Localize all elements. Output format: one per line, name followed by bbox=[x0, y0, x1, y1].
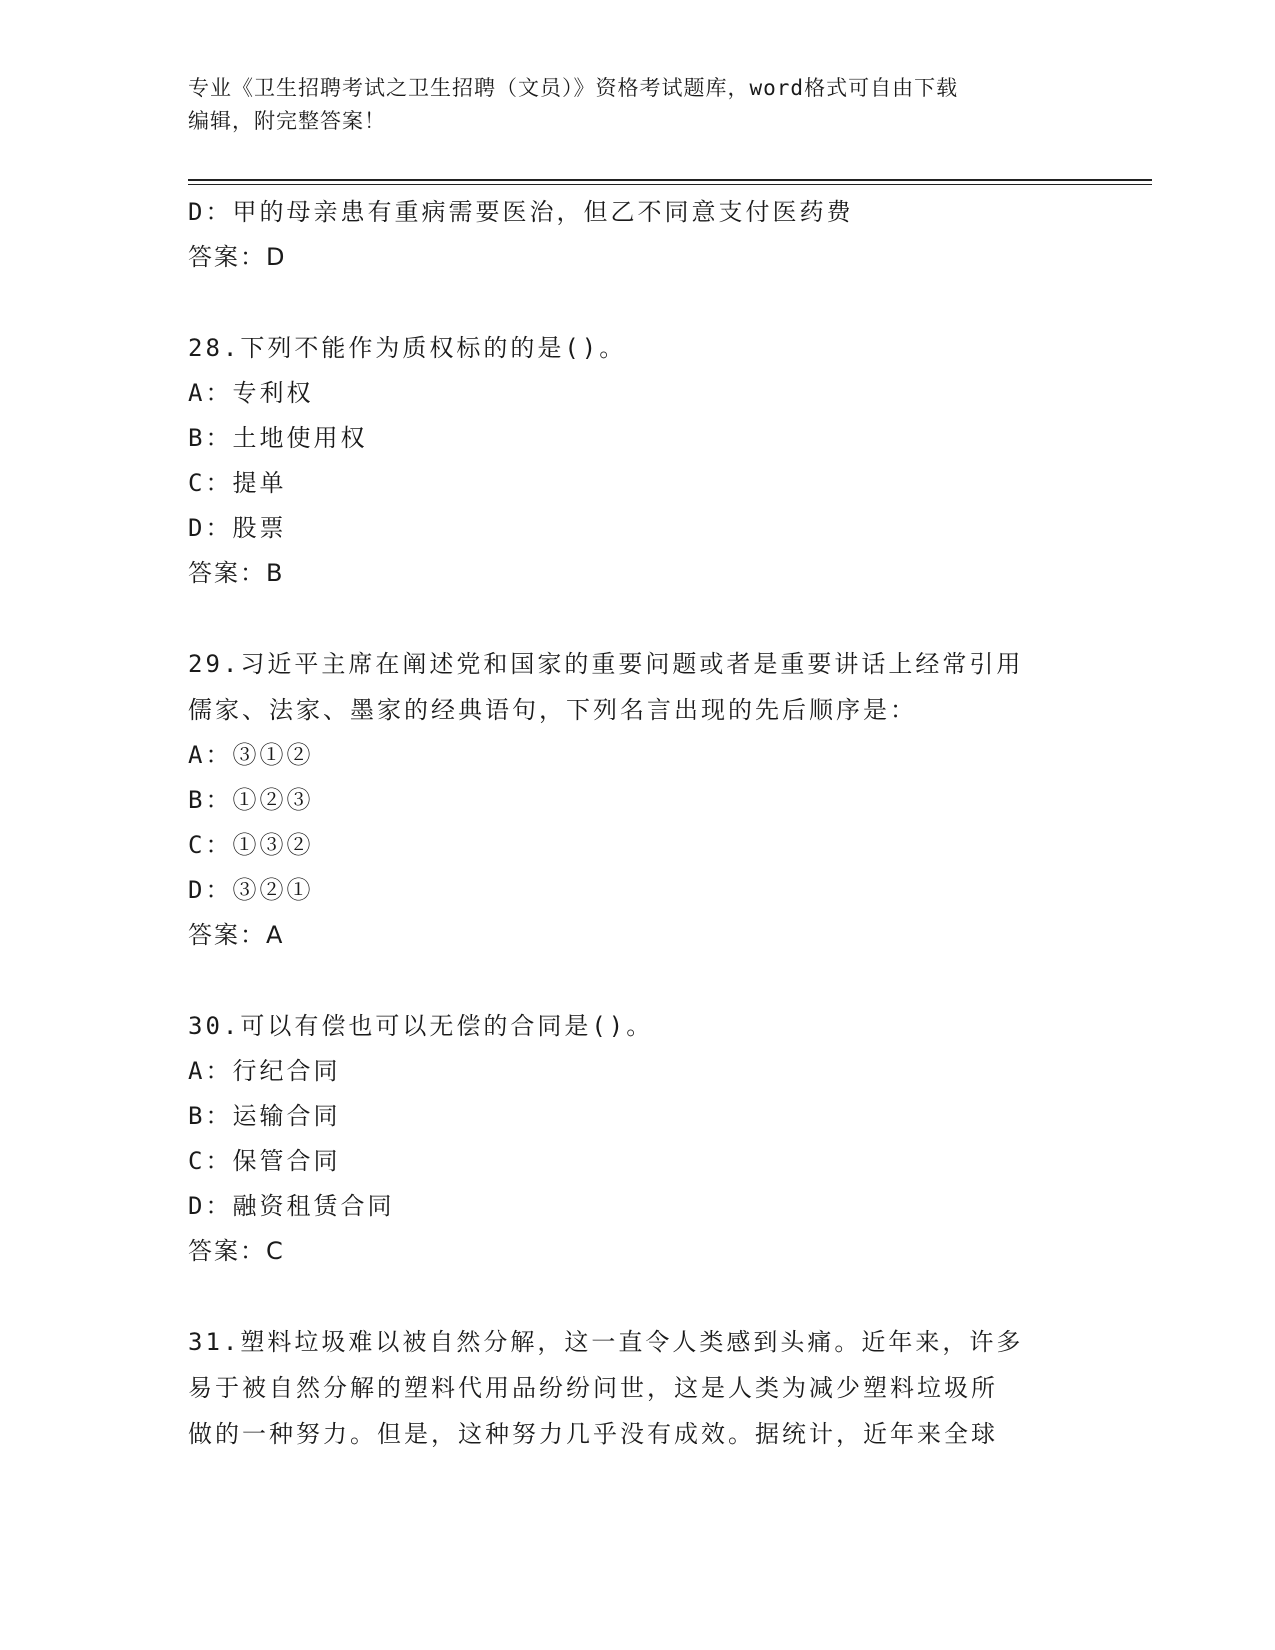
option-b: B：土地使用权 bbox=[188, 424, 368, 452]
option-a: A：行纪合同 bbox=[188, 1057, 341, 1085]
question-30 bbox=[188, 1003, 1088, 1274]
question-text-line-1: 29.习近平主席在阐述党和国家的重要问题或者是重要讲话上经常引用 bbox=[188, 650, 1024, 678]
page-header bbox=[188, 72, 1088, 138]
carryover-question bbox=[188, 190, 1088, 280]
header-line-2: 编辑，附完整答案！ bbox=[188, 109, 386, 133]
question-text: 28.下列不能作为质权标的的是()。 bbox=[188, 334, 627, 362]
question-text-line-2: 儒家、法家、墨家的经典语句，下列名言出现的先后顺序是： bbox=[188, 696, 917, 724]
question-text-line-1: 31.塑料垃圾难以被自然分解，这一直令人类感到头痛。近年来，许多 bbox=[188, 1328, 1024, 1356]
question-29 bbox=[188, 641, 1088, 958]
option-d: D：股票 bbox=[188, 514, 287, 542]
option-c: C：①③② bbox=[188, 831, 314, 859]
answer-line: 答案：A bbox=[188, 921, 285, 949]
header-rule-thin bbox=[188, 184, 1152, 185]
option-c: C：提单 bbox=[188, 469, 287, 497]
answer-line: 答案：B bbox=[188, 559, 285, 587]
option-b: B：运输合同 bbox=[188, 1102, 341, 1130]
answer-line: 答案：D bbox=[188, 243, 287, 271]
question-28 bbox=[188, 325, 1088, 596]
question-text-line-2: 易于被自然分解的塑料代用品纷纷问世，这是人类为减少塑料垃圾所 bbox=[188, 1374, 998, 1402]
question-31 bbox=[188, 1319, 1088, 1457]
option-d: D：③②① bbox=[188, 876, 314, 904]
question-text-line-3: 做的一种努力。但是，这种努力几乎没有成效。据统计，近年来全球 bbox=[188, 1420, 998, 1448]
option-d: D：融资租赁合同 bbox=[188, 1192, 395, 1220]
option-c: C：保管合同 bbox=[188, 1147, 341, 1175]
option-a: A：③①② bbox=[188, 741, 314, 769]
option-b: B：①②③ bbox=[188, 786, 314, 814]
option-a: A：专利权 bbox=[188, 379, 314, 407]
answer-line: 答案：C bbox=[188, 1237, 285, 1265]
header-line-1: 专业《卫生招聘考试之卫生招聘（文员）》资格考试题库，word格式可自由下载 bbox=[188, 76, 959, 100]
header-rule-thick bbox=[188, 179, 1152, 181]
option-d: D：甲的母亲患有重病需要医治，但乙不同意支付医药费 bbox=[188, 198, 854, 226]
question-content bbox=[188, 190, 1088, 1457]
question-text: 30.可以有偿也可以无偿的合同是()。 bbox=[188, 1012, 654, 1040]
